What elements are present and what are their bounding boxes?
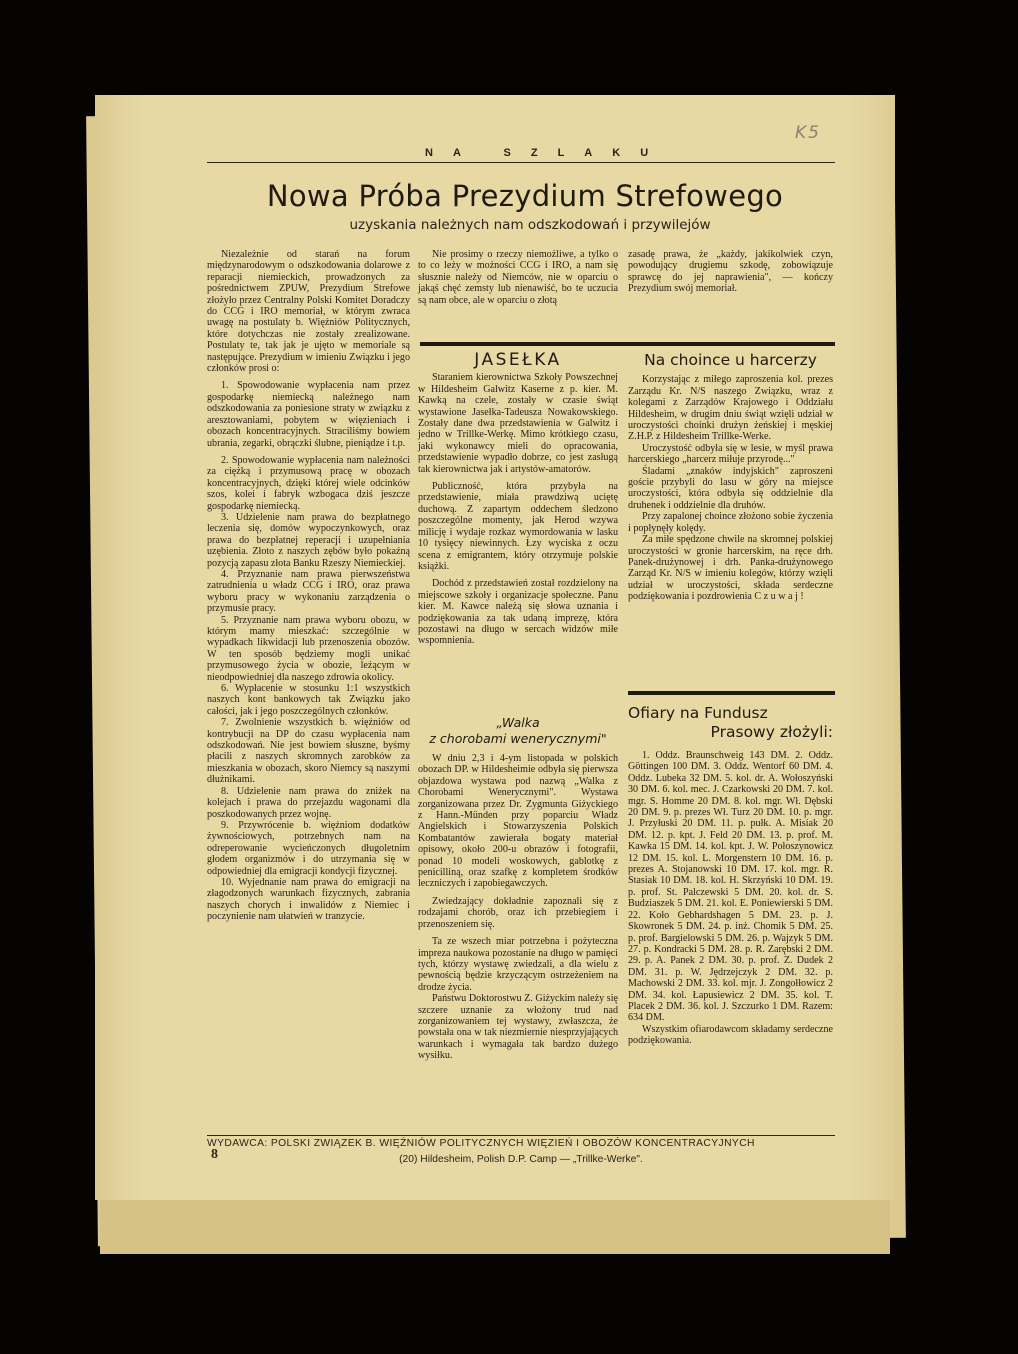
article-point: 8. Udzielenie nam prawa do zniżek na kolejach i prawa do przejazdu wagonami dla poszkodowanych przez wojnę. [207,785,410,820]
ofiary-heading-line1: Ofiary na Fundusz [628,704,768,722]
article-point: 1. Spowodowanie wypłacenia nam przez gospodarkę niemiecką należnego nam odszkodowania za poniesione straty w związku z aresztowaniami, pobytem w więzieniach i obozach koncentracyjnych. Straciliśmy bowiem ubrania, zegarki, obrączki ślubne, pieniądze i t.p. [207,380,410,449]
masthead: NA SZLAKU [425,147,669,159]
footer-rule [207,1135,835,1136]
walka-paragraph: Zwiedzający dokładnie zapoznali się z rodzajami chorób, oraz ich przebiegiem i przenoszeniem się. [418,895,618,930]
jaselka-article [418,349,618,647]
jaselka-heading: JASEŁKA [474,350,562,370]
choinka-paragraph: Uroczystość odbyła się w lesie, w myśl prawa harcerskiego „harcerz miłuje przyrodę..." [628,442,833,466]
article-end [628,249,833,295]
ofiary-thanks: Wszystkim ofiarodawcom składamy serdeczne podziękowania. [628,1023,833,1047]
walka-heading [418,715,618,747]
article-point: 3. Udzielenie nam prawa do bezpłatnego leczenia się, domów wypoczynkowych, oraz prawa do bezpłatnej reperacji i uzupełniania uzębienia. Złoto z naszych zębów było pokaźną pozycją zapasu złota Banku Rzeszy Niemieckiej. [207,511,410,569]
jaselka-paragraph: Publiczność, która przybyła na przedstawienie, miała prawdziwą uciętę duchową. Z zapartym oddechem śledzono poszczególne momenty, jak Herod wzywa milicję i wydaje rozkaz wymordowania w lasku 10 tysięcy niewinnych. Łzy wyciska z oczu scena z emigrantem, który otrzymuje polskie książki. [418,481,618,572]
article-closing-b: zasadę prawa, że „każdy, jakikolwiek czyn, powodujący drugiemu szkodę, zobowiązuje sprawcę do jej naprawienia", — kończy Prezydium swój memoriał. [628,249,833,295]
article-point: 5. Przyznanie nam prawa wyboru obozu, w którym mamy mieszkać: szczególnie w wypadkach likwidacji lub przenoszenia obozów. W ten sposób będziemy mogli unikać przymusowego życia w obozie, leżącym w nieodpowiedniej dla naszego zdrowia okolicy. [207,614,410,683]
ofiary-section [628,704,833,1047]
publisher-line: WYDAWCA: POLSKI ZWIĄZEK B. WIĘŹNIÓW POLITYCZNYCH WIĘZIEŃ I OBOZÓW KONCENTRACYJNYCH [207,1138,755,1149]
ofiary-list: 1. Oddz. Braunschweig 143 DM. 2. Oddz. Göttingen 100 DM. 3. Oddz. Wentorf 60 DM. 4. Oddz. Lubeka 32 DM. 5. kol. dr. A. Wołoszyński 30 DM. 6. kol. mec. J. Czarkowski 20 DM. 7. kol. mgr. S. Homme 20 DM. 8. kol. mgr. Wł. Dębski 20 DM. 9. p. prezes Wł. Turz 20 DM. 10. p. mgr. J. Przyłuski 20 DM. 11. p. pułk. A. Misiak 20 DM. 12. p. kpt. J. Feld 20 DM. 13. p. prof. M. Kawka 15 DM. 14. kol. kpt. J. W. Połoszynowicz 12 DM. 15. kol. L. Morgenstern 10 DM. 16. p. prezes A. Stojanowski 10 DM. 17. kol. mgr. R. Stasiak 10 DM. 18. kol. H. Skrzyński 10 DM. 19. p. prof. St. Palczewski 5 DM. 20. kol. dr. S. Budziaszek 5 DM. 21. kol. E. Poniewierski 5 DM. 22. Koło Gebhardshagen 5 DM. 23. p. J. Skowronek 5 DM. 24. p. inż. Chomik 5 DM. 25. p. prof. Bargielowski 5 DM. 26. p. Wajzyk 5 DM. 27. p. Kondracki 5 DM. 28. p. R. Zarębski 2 DM. 29. p. A. Panek 2 DM. 30. p. prof. Z. Dudek 2 DM. 31. p. W. Jędrzejczyk 2 DM. 32. p. Machowski 2 DM. 33. kol. mjr. J. Zongołłowicz 2 DM. 34. kol. Łapusiewicz 2 DM. 35. kol. T. Placek 2 DM. 36. kol. J. Szczurko 1 DM. Razem: 634 DM. [628,750,833,1024]
ofiary-heading-line2: Prasowy złożyli: [710,723,833,741]
walka-article [418,715,618,1062]
section-divider [420,342,835,346]
walka-heading-line1: „Walka [496,715,540,730]
masthead-rule [207,162,835,163]
choinka-heading: Na choince u harcerzy [644,351,817,369]
article-intro: Niezależnie od starań na forum międzynarodowym o odszkodowania dolarowe z reparacji niemieckich, prowadzonych za pośrednictwem ZPUW, Prezydium Strefowe złożyło przez Centralny Polski Komitet Doradczy do CCG i IRO memoriał, w którym zwraca uwagę na postulaty b. Więźniów Politycznych, które dotychczas nie zostały zrealizowane. Postulaty te, tak jak je ujęto w memoriale są następujące. Prezydium w imieniu Związku i jego członków prosi o: [207,249,410,375]
walka-paragraph: W dniu 2,3 i 4-ym listopada w polskich obozach DP. w Hildesheimie odbyła się pierwsza objazdowa wystawa pod nazwą „Walka z Chorobami Wenerycznymi". Wystawa zorganizowana przez Dr. Zygmunta Giżyckiego z Hann.-Münden przy poparciu Władz Angielskich i Stowarzyszenia Polskich Kombatantów zawierała bogaty materiał opisowy, około 200-u obrazów i fotografii, ponad 10 modeli woskowych, gablotkę z penicilliną, oraz szafkę z kompletem środków leczniczych i zapobiegawczych. [418,753,618,890]
article-title: Nowa Próba Prezydium Strefowego [266,179,784,213]
walka-heading-line2: z chorobami wenerycznymi" [429,731,607,746]
jaselka-paragraph: Dochód z przedstawień został rozdzielony na miejscowe szkoły i organizacje społeczne. Panu kier. M. Kawce należą się słowa uznania i podziękowania za tak udaną imprezę, która pozostawi na długo w sercach widzów miłe wspomnienia. [418,578,618,647]
handwritten-note: K5 [795,123,821,143]
ofiary-heading [628,704,833,742]
article-point: 6. Wypłacenie w stosunku 1:1 wszystkich naszych kont bankowych tak Związku jako całości, jak i jego poszczególnych członków. [207,683,410,717]
article-point: 7. Zwolnienie wszystkich b. więźniów od kontrybucji na DP do czasu wypłacenia nam odszkodowań. Nie jest bowiem słuszne, byśmy płacili z naszych skromnych zarobków za mieszkania w obozach, skoro Niemcy są naszymi dłużnikami. [207,717,410,786]
page-number: 8 [211,1147,218,1162]
choinka-paragraph: Przy zapalonej choince złożono sobie życzenia i popłynęły kolędy. [628,511,833,534]
publisher-address: (20) Hildesheim, Polish D.P. Camp — „Trillke-Werke". [399,1154,643,1165]
choinka-paragraph: Korzystając z miłego zaproszenia kol. prezes Zarządu Kr. N/S naszego Związku, wraz z kolegami z Zarządów Krajowego i Oddziału Hildesheim, w drugim dniu świąt wzięli udział w uroczystości choinki drużyn żeńskiej i męskiej Z.H.P. z Hildesheim Trillke-Werke. [628,374,833,443]
walka-paragraph: Ta ze wszech miar potrzebna i pożyteczna impreza naukowa pozostanie na długo w pamięci tych, którzy wystawę zwiedzali, a dla wielu z pewnością będzie krzyczącym ostrzeżeniem na drodze życia. [418,936,618,993]
main-article-column [207,249,410,923]
section-divider [628,691,835,695]
walka-paragraph: Państwu Doktorostwu Z. Giżyckim należy się szczere uznanie za włożony trud nad zorganizowaniem tej wystawy, zwłaszcza, że powstała ona w tak niezmiernie niesprzyjających warunkach i wymagała tak bardzo dużego wysiłku. [418,993,618,1062]
article-point: 9. Przywrócenie b. więźniom dodatków żywnościowych, potrzebnych nam na odreperowanie wycieńczonych długoletnim głodem organizmów i do utrzymania się w odpowiedniej dla emigracji kondycji fizycznej. [207,819,410,877]
article-continuation [418,249,618,306]
article-closing-a: Nie prosimy o rzeczy niemożliwe, a tylko o to co leży w możności CCG i IRO, a nam się słusznie należy od Niemców, nie w oparciu o jakąś chęć zemsty lub nienawiść, bo te uczucia są nam obce, ale w oparciu o złotą [418,249,618,306]
article-point: 10. Wyjednanie nam prawa do emigracji na złagodzonych warunkach fizycznych, zabrania naszych chorych i inwalidów z Niemiec i poczynienie nam ułatwień w tranzycie. [207,876,410,923]
choinka-paragraph: Za miłe spędzone chwile na skromnej polskiej uroczystości w gronie harcerskim, na ręce drh. Panek-drużynowej i drh. Panka-drużynowego Zarząd Kr. N/S w imieniu kolegów, którzy wzięli udział w uroczystości, składa serdeczne podziękowania i pozdrowienia C z u w a j ! [628,534,833,603]
choinka-paragraph: Śladami „znaków indyjskich" zaproszeni goście przybyli do lasu w góry na miejsce uroczystości, która odbyła się oddzielnie dla druhenek i oddzielnie dla druhów. [628,465,833,511]
article-point: 4. Przyznanie nam prawa pierwszeństwa zatrudnienia u władz CCG i IRO, oraz prawa wyboru pracy w wykonaniu zarządzenia o przymusie pracy. [207,568,410,615]
choinka-article [628,349,833,603]
article-point: 2. Spowodowanie wypłacenia nam należności za ciężką i przymusową pracę w obozach koncentracyjnych, dzięki której wiele odcinków szos, kolei i fabryk wzbogaca dziś jeszcze gospodarkę niemiecką. [207,454,410,512]
jaselka-paragraph: Staraniem kierownictwa Szkoły Powszechnej w Hildesheim Galwitz Kaserne z p. kier. M. Kawką na czele, zostały w czasie świąt wystawione Jasełka-Tadeusza Nowakowskiego. Zostały dane dwa przedstawienia w Galwitz i jedno w Trillke-Werkę. Mimo krótkiego czasu, jaki wykonawcy mieli do opracowania, przedstawienie wypadło dobrze, co jest zasługą tak kierownictwa jak i artystów-amatorów. [418,372,618,475]
newspaper-page [95,95,895,1200]
article-subtitle: uzyskania należnych nam odszkodowań i przywilejów [349,217,711,233]
